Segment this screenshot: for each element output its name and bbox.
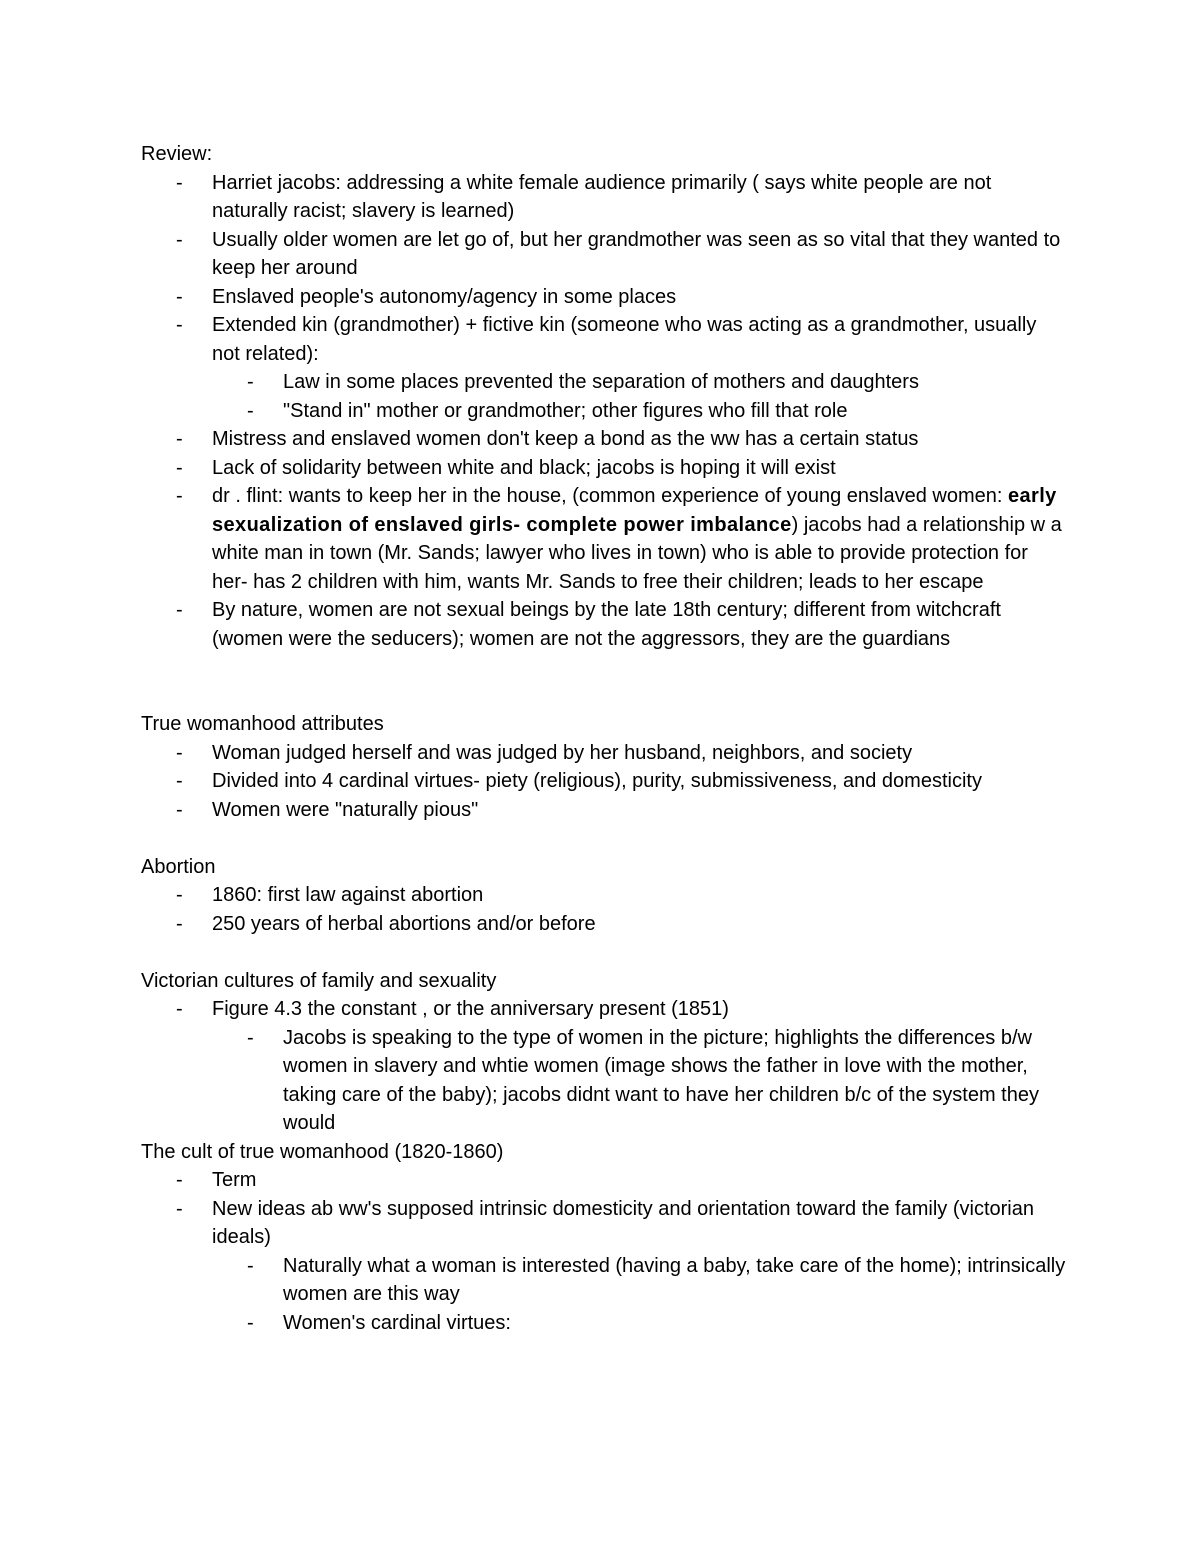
list-item: - Harriet jacobs: addressing a white female audience primarily ( says white people are not naturally racist; slavery is learned) — [212, 169, 1066, 226]
list-item-extended-kin — [212, 311, 1066, 425]
sub-list-item: - Jacobs is speaking to the type of women in the picture; highlights the differences b/w women in slavery and whtie women (image shows the father in love with the mother, taking care of the baby); jacobs didnt want to have her children b/c of the system they would — [283, 1024, 1066, 1138]
spacer — [141, 824, 1066, 853]
sub-list-item: - Women's cardinal virtues: — [283, 1309, 1066, 1338]
list-item: - Divided into 4 cardinal virtues- piety (religious), purity, submissiveness, and domesticity — [212, 767, 1066, 796]
abortion-list — [141, 881, 1066, 938]
victorian-list — [141, 995, 1066, 1138]
flint-bold-text: early sexualization of enslaved girls- complete power imbalance — [212, 485, 1057, 536]
list-item-text: New ideas ab ww's supposed intrinsic domesticity and orientation toward the family (victorian ideals) — [212, 1197, 1034, 1248]
sub-list-item: - Naturally what a woman is interested (having a baby, take care of the home); intrinsically women are this way — [283, 1252, 1066, 1309]
section-heading-true-womanhood: True womanhood attributes — [141, 713, 384, 735]
list-item: - Women were "naturally pious" — [212, 796, 1066, 825]
list-item: - Lack of solidarity between white and black; jacobs is hoping it will exist — [212, 454, 1066, 483]
sub-list-item: - Law in some places prevented the separation of mothers and daughters — [283, 368, 1066, 397]
list-item: - 1860: first law against abortion — [212, 881, 1066, 910]
list-item-text: Figure 4.3 the constant , or the anniversary present (1851) — [212, 998, 729, 1020]
victorian-sublist — [212, 1024, 1066, 1138]
list-item: - Enslaved people's autonomy/agency in some places — [212, 283, 1066, 312]
section-heading-review: Review: — [141, 143, 213, 165]
list-item-text: Extended kin (grandmother) + fictive kin (someone who was acting as a grandmother, usually not related): — [212, 314, 1037, 365]
spacer — [141, 653, 1066, 710]
list-item-dr-flint — [212, 482, 1066, 596]
list-item: - Woman judged herself and was judged by her husband, neighbors, and society — [212, 739, 1066, 768]
list-item: - Mistress and enslaved women don't keep a bond as the ww has a certain status — [212, 425, 1066, 454]
kin-sublist — [212, 368, 1066, 425]
spacer — [141, 938, 1066, 967]
section-heading-victorian: Victorian cultures of family and sexuality — [141, 969, 497, 992]
list-item-figure — [212, 995, 1066, 1138]
notes-document — [141, 140, 1066, 1337]
list-item: - By nature, women are not sexual beings by the late 18th century; different from witchcraft (women were the seducers); women are not the aggressors, they are the guardians — [212, 596, 1066, 653]
list-item: - Usually older women are let go of, but her grandmother was seen as so vital that they wanted to keep her around — [212, 226, 1066, 283]
list-item: - 250 years of herbal abortions and/or before — [212, 910, 1066, 939]
review-list — [141, 169, 1066, 654]
sub-list-item: - "Stand in" mother or grandmother; other figures who fill that role — [283, 397, 1066, 426]
true-womanhood-list — [141, 739, 1066, 825]
list-item-new-ideas — [212, 1195, 1066, 1338]
flint-text-before: dr . flint: wants to keep her in the house, (common experience of young enslaved women: — [212, 485, 1008, 507]
cult-list — [141, 1166, 1066, 1337]
section-heading-abortion: Abortion — [141, 855, 216, 878]
flint-text-after: ) jacobs had a relationship w a white man in town (Mr. Sands; lawyer who lives in town) who is able to provide protection for her- has 2 children with him, wants Mr. Sands to free their children; leads to her escape — [212, 513, 1062, 593]
section-heading-cult: The cult of true womanhood (1820-1860) — [141, 1140, 504, 1163]
cult-sublist — [212, 1252, 1066, 1338]
list-item: - Term — [212, 1166, 1066, 1195]
